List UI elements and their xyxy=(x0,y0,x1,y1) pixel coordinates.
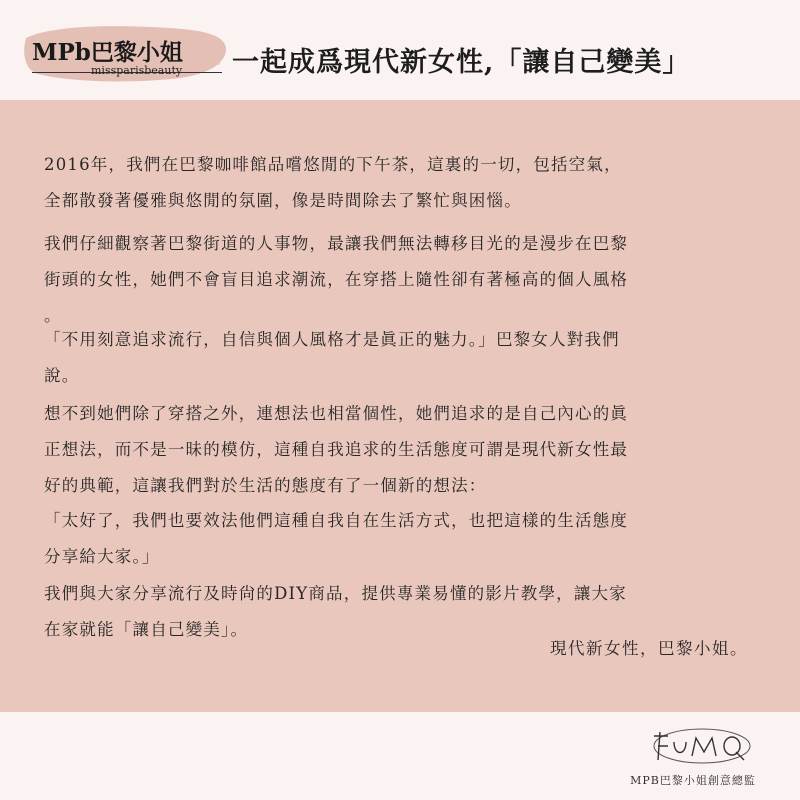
paragraph-3: 「不用刻意追求流行，自信與個人風格才是眞正的魅力。」巴黎女人對我們 說。 xyxy=(44,330,620,385)
brand-logo xyxy=(20,18,228,86)
signature-caption: MPB巴黎小姐創意總監 xyxy=(630,774,756,787)
paragraph-1: 2016年，我們在巴黎咖啡館品嚐悠閒的下午茶，這裏的一切，包括空氣， 全都散發著優雅與悠閒的氛圍，像是時間除去了繁忙與困惱。 xyxy=(44,155,622,210)
paragraph-6: 我們與大家分享流行及時尙的DIY商品，提供專業易懂的影片教學，讓大家 在家就能「讓自己變美」。 xyxy=(44,584,627,639)
logo-text: MPb巴黎小姐 xyxy=(32,39,183,66)
logo-subtitle: missparisbeauty xyxy=(91,64,183,77)
signoff: 現代新女性，巴黎小姐。 xyxy=(550,639,748,658)
paragraph-4: 想不到她們除了穿搭之外，連想法也相當個性，她們追求的是自己內心的眞 正想法，而不是一昧的模仿，這種自我追求的生活態度可謂是現代新女性最 好的典範，這讓我們對於生活的態度有了一個新的想法： xyxy=(44,404,629,495)
header xyxy=(0,0,800,100)
handwritten-signature xyxy=(640,722,760,772)
paragraph-5: 「太好了，我們也要效法他們這種自我自在生活方式，也把這樣的生活態度 分享給大家。」 xyxy=(44,511,629,566)
page-title: 一起成爲現代新女性,「讓自己變美」 xyxy=(232,47,691,78)
paragraph-2: 我們仔細觀察著巴黎街道的人事物，最讓我們無法轉移目光的是漫步在巴黎 街頭的女性，她們不會盲目追求潮流，在穿搭上隨性卻有著極高的個人風格 。 xyxy=(44,234,629,325)
